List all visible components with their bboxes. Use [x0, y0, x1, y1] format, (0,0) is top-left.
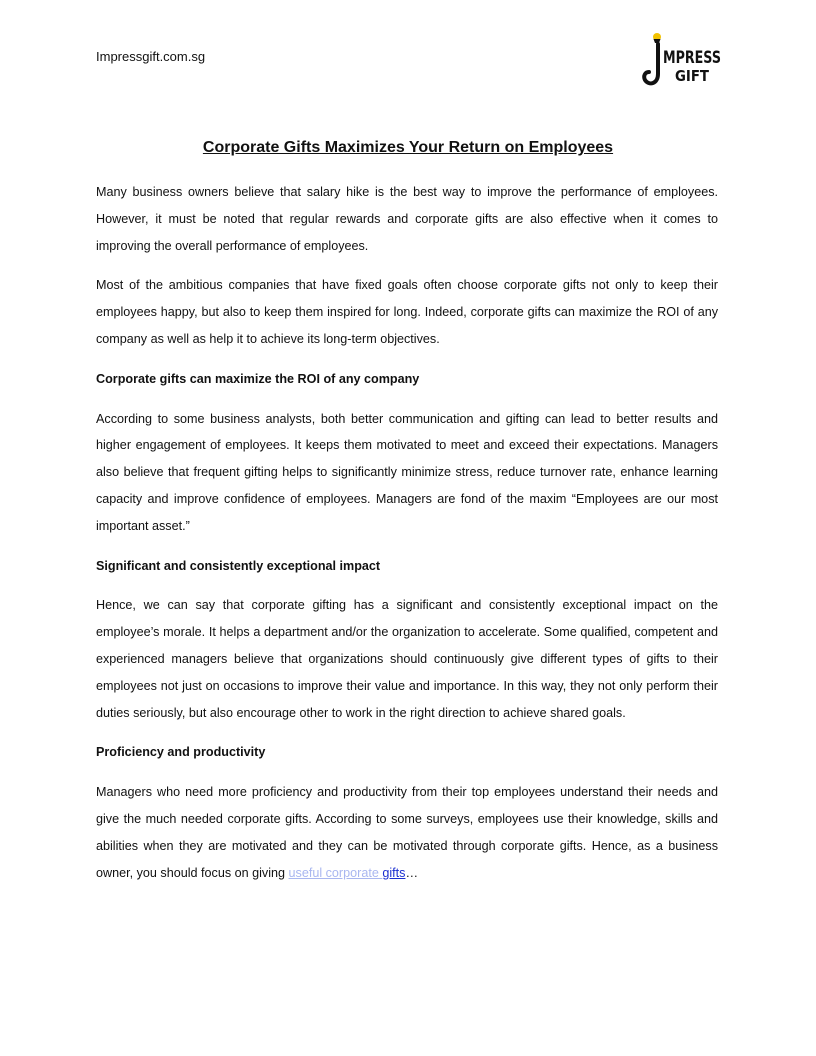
paragraph-managers: [96, 779, 718, 886]
logo-text-line2: GIFT: [675, 67, 710, 85]
heading-proficiency: Proficiency and productivity: [96, 745, 266, 760]
heading-roi: Corporate gifts can maximize the ROI of any company: [96, 371, 420, 386]
page-title: Corporate Gifts Maximizes Your Return on Employees: [202, 139, 614, 156]
paragraph-intro: Many business owners believe that salary hike is the best way to improve the performance of employees. However, it must be noted that regular rewards and corporate gifts are also effective when it comes to improving the overall performance of employees.: [96, 185, 718, 253]
gifts-link[interactable]: gifts: [382, 865, 406, 880]
paragraph-business-analysts: According to some business analysts, both better communication and gifting can lead to better results and higher engagement of employees. It keeps them motivated to meet and exceed their expectations. Managers also believe that frequent gifting helps to significantly minimize stress, reduce turnover rate, enhance learning capacity and improve confidence of employees. Managers are fond of the maxim “Employees are our most important asset.”: [96, 411, 718, 533]
heading-impact: Significant and consistently exceptional impact: [96, 558, 381, 573]
ellipsis: …: [405, 865, 419, 880]
paragraph-managers-text: Managers who need more proficiency and productivity from their top employees understand their needs and give the much needed corporate gifts. According to some surveys, employees use their knowledge, skills and abilities when they are motivated and they can be motivated through corporate gifts. Hence, as a business owner, you should focus on giving: [96, 785, 718, 880]
paragraph-morale: Hence, we can say that corporate gifting has a significant and consistently exceptional impact on the employee’s morale. It helps a department and/or the organization to accelerate. Some qualified, competent and experienced managers believe that organizations should continuously give different types of gifts to their employees not just on occasions to improve their value and importance. In this way, they not only perform their duties seriously, but also encourage other to work in the right direction to achieve shared goals.: [96, 598, 718, 720]
useful-corporate-link[interactable]: useful corporate: [288, 865, 383, 880]
logo-text-line1: MPRESS: [663, 48, 721, 68]
site-header: Impressgift.com.sg: [96, 49, 206, 64]
impress-gift-logo: [641, 30, 723, 88]
article-body: [96, 179, 718, 899]
paragraph-ambitious-companies: Most of the ambitious companies that have fixed goals often choose corporate gifts not only to keep their employees happy, but also to keep them inspired for long. Indeed, corporate gifts can maximize the ROI of any company as well as help it to achieve its long-term objectives.: [96, 278, 718, 346]
